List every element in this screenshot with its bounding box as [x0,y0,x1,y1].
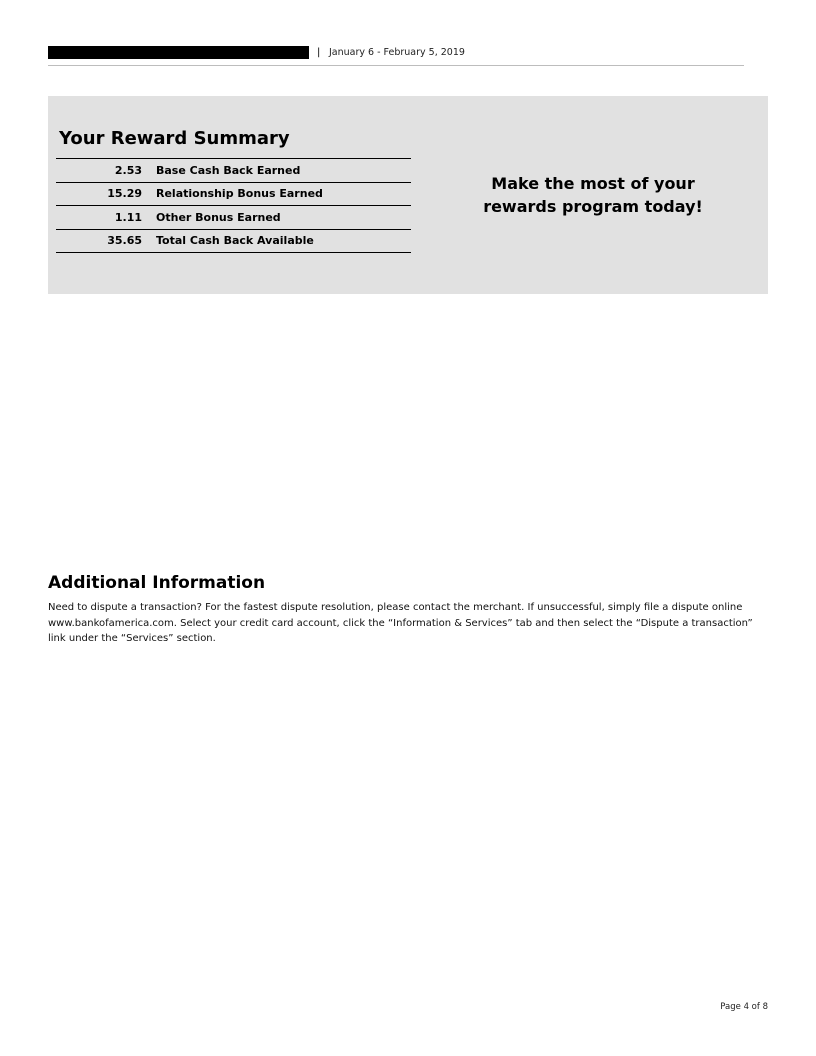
reward-label: Total Cash Back Available [156,234,314,248]
reward-label: Other Bonus Earned [156,210,281,224]
redacted-header-bar [48,46,309,59]
reward-value: 15.29 [107,187,142,201]
reward-row-relationship-bonus [56,183,411,207]
reward-summary-panel [48,96,768,294]
reward-row-base-cash-back [56,159,411,183]
reward-value: 1.11 [114,210,142,224]
reward-row-total-cash-back [56,230,411,254]
reward-value: 35.65 [107,234,142,248]
additional-information-text: Need to dispute a transaction? For the fastest dispute resolution, please contact the merchant. If unsuccessful, simply file a dispute online www.bankofamerica.com. Select your credit card account, click the “Information & Services” tab and then select the “Dispute a transaction” link under the “Services” section. [48,602,753,644]
promo-line-1: Make the most of your [491,174,695,193]
header-separator: | [317,47,321,58]
page-number: Page 4 of 8 [720,1002,768,1012]
reward-summary-table [56,158,411,253]
reward-value: 2.53 [114,163,142,177]
additional-information-title: Additional Information [48,573,266,593]
reward-label: Base Cash Back Earned [156,163,301,177]
reward-row-other-bonus [56,206,411,230]
promo-line-2: rewards program today! [483,197,703,216]
header-divider [48,65,744,66]
statement-date-range: January 6 - February 5, 2019 [329,47,465,58]
reward-label: Relationship Bonus Earned [156,187,323,201]
rewards-promo-message [458,172,728,218]
reward-summary-title: Your Reward Summary [59,128,290,149]
